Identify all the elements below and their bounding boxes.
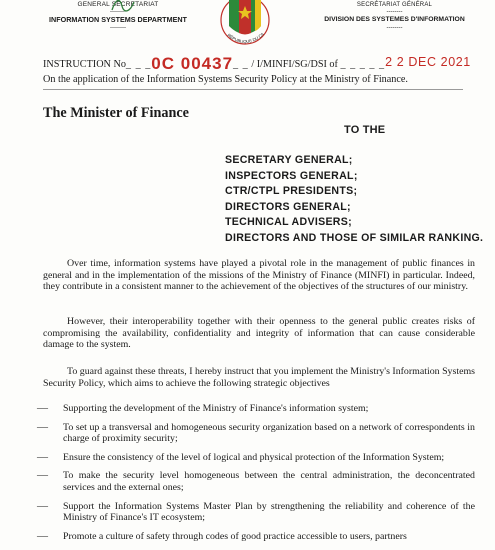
signature-mark (108, 0, 148, 14)
header-divider (43, 89, 463, 90)
recipient-item: DIRECTORS AND THOSE OF SIMILAR RANKING. (225, 231, 484, 244)
dash-bullet-icon: — (37, 469, 48, 482)
recipient-item: DIRECTORS GENERAL; (225, 200, 351, 213)
objective-item (37, 420, 475, 445)
right-separator: -------- (386, 9, 403, 15)
instruction-number: 0C 00437 (151, 54, 234, 73)
recipient-list (225, 153, 483, 246)
objective-item (37, 529, 475, 543)
right-secretariat: SECRÉTARIAT GÉNÉRAL (356, 2, 433, 8)
recipient-item: CTR/CTPL PRESIDENTS; (225, 185, 358, 197)
objective-item (37, 450, 475, 464)
objective-item (37, 499, 475, 524)
body-paragraph: Over time, information systems have played a pivotal role in the management of public finances in general and in the implementation of the missions of the Ministry of Finance (MINFI) in particular. Indeed, they contribute in a consistent manner to the achievement of the objectives of the structures of our ministry. (43, 258, 475, 293)
objective-item (37, 469, 475, 493)
dash-bullet-icon: — (37, 420, 48, 433)
left-separator: -------- (110, 9, 126, 15)
body-paragraph: However, their interoperability together with their openness to the general public creates risks of compromising the availability, confidentiality and integrity of information that can cause considerable damage to the system. (43, 316, 475, 351)
objective-text: To set up a transversal and homogeneous security organization based on a network of correspondents in charge of proximity security; (63, 421, 475, 445)
dash-bullet-icon: — (37, 529, 48, 542)
objective-text: Supporting the development of the Ministry of Finance's information system; (63, 403, 369, 414)
cameroon-seal-icon (215, 0, 275, 54)
instruction-prefix: INSTRUCTION No (43, 59, 126, 70)
instruction-reference: / I/MINFI/SG/DSI of (251, 59, 338, 70)
instruction-line: INSTRUCTION No_ _ _0C 00437_ _ / I/MINFI/SG/DSI of _ _ _ _ _2 2 DEC 2021 (43, 54, 471, 73)
objective-text: Ensure the consistency of the level of logical and physical protection of the Information System; (63, 451, 445, 463)
right-department: DIVISION DES SYSTEMES D'INFORMATION (324, 16, 465, 23)
right-separator-2: -------- (386, 25, 403, 31)
instruction-date: 2 2 DEC 2021 (385, 55, 471, 69)
seal-caption: RÉPUBLIQUE DU CA (226, 31, 265, 45)
objectives-list (37, 402, 475, 542)
dash-bullet-icon: — (37, 402, 48, 414)
body-paragraph: To guard against these threats, I hereby instruct that you implement the Ministry's Information Systems Security Policy, which aims to achieve the following strategic objectives (43, 366, 475, 389)
left-separator-2: -------- (110, 25, 126, 31)
addressee-intro: TO THE (344, 124, 386, 136)
left-department: INFORMATION SYSTEMS DEPARTMENT (49, 15, 187, 24)
objective-text: To make the security level homogeneous between the central administration, the deconcentrated services and the external ones; (63, 470, 475, 493)
objective-text: Promote a culture of safety through codes of good practice accessible to users, partners (63, 530, 407, 542)
header-left (38, 0, 198, 31)
header-right (312, 0, 477, 31)
sender-title: The Minister of Finance (43, 105, 189, 121)
recipient-item: INSPECTORS GENERAL; (225, 169, 358, 182)
recipient-item: TECHNICAL ADVISERS; (225, 216, 352, 228)
objective-text: Support the Information Systems Master Plan by strengthening the reliability and coherence of the Ministry of Finance's IT ecosystem; (63, 500, 475, 524)
dash-bullet-icon: — (37, 499, 48, 512)
left-secretariat: GENERAL SECRETARIAT (77, 1, 159, 8)
dash-bullet-icon: — (37, 450, 48, 463)
objective-item (37, 402, 475, 415)
recipient-item: SECRETARY GENERAL; (225, 154, 353, 166)
instruction-subject: On the application of the Information Systems Security Policy at the Ministry of Finance. (43, 74, 408, 85)
